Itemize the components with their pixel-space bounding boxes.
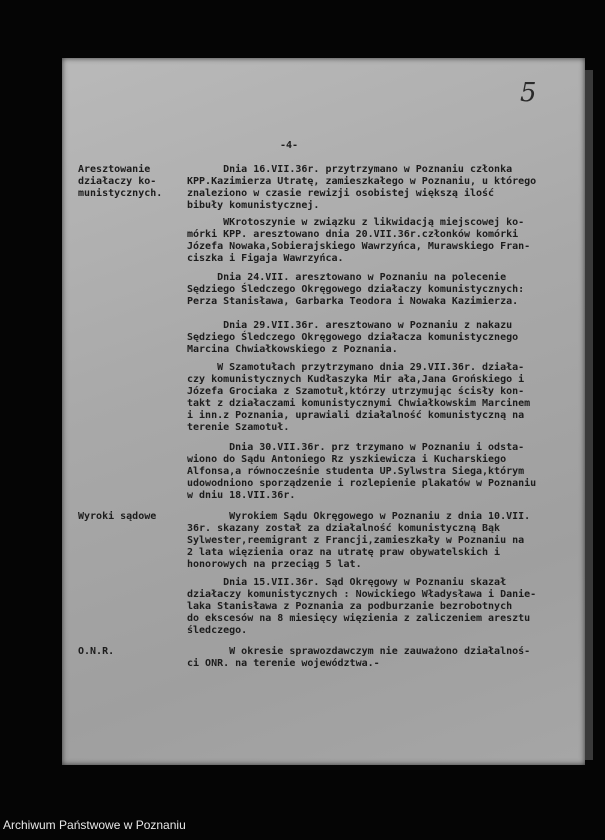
section-label <box>78 511 156 523</box>
text-line: Józefa Grociaka z Szamotuł,którzy utrzymując ścisły kon- <box>187 386 525 397</box>
archive-footer: Archiwum Państwowe w Poznaniu <box>3 818 186 832</box>
text-line: 36r. skazany został za działalność komunistyczną Bąk <box>187 523 501 534</box>
text-line: czy komunistycznych Kudłaszyka Mir ała,Jana Grońskiego i <box>187 374 525 385</box>
section-label <box>78 164 162 200</box>
text-line: mórki KPP. aresztowano dnia 20.VII.36r.członków komórki <box>187 229 519 240</box>
text-line: W okresie sprawozdawczym nie zauważono działalnoś- <box>187 646 531 657</box>
text-line: W Szamotułach przytrzymano dnia 29.VII.36r. działa- <box>187 362 525 373</box>
text-line: znaleziono w czasie rewizji osobistej większą ilość <box>187 188 495 199</box>
text-line: Dnia 15.VII.36r. Sąd Okręgowy w Poznaniu skazał <box>187 577 507 588</box>
text-line: w dniu 18.VII.36r. <box>187 490 296 501</box>
text-line: Perza Stanisława, Garbarka Teodora i Nowaka Kazimierza. <box>187 296 519 307</box>
text-line: śledczego. <box>187 625 248 636</box>
paragraph <box>187 320 518 356</box>
paragraph <box>187 511 530 571</box>
text-line: Dnia 30.VII.36r. prz trzymano w Poznaniu i odsta- <box>187 442 525 453</box>
text-line: i inn.z Poznania, uprawiali działalność komunistyczną na <box>187 410 525 421</box>
text-line: Wyrokiem Sądu Okręgowego w Poznaniu z dnia 10.VII. <box>187 511 531 522</box>
text-line: laka Stanisława z Poznania za podburzanie bezrobotnych <box>187 601 513 612</box>
text-line: ciszka i Figaja Wawrzyńca. <box>187 253 344 264</box>
paragraph <box>187 217 530 265</box>
text-line: Dnia 16.VII.36r. przytrzymano w Poznaniu członka <box>187 164 513 175</box>
text-line: działaczy komunistycznych : Nowickiego Władysława i Danie- <box>187 589 537 600</box>
label-line: munistycznych. <box>78 188 163 199</box>
text-line: wiono do Sądu Antoniego Rz yszkiewicza i Kucharskiego <box>187 454 507 465</box>
page-edge <box>585 70 593 760</box>
paragraph <box>187 272 524 308</box>
paragraph <box>187 164 536 212</box>
paragraph <box>187 362 530 434</box>
text-line: KPP.Kazimierza Utratę, zamieszkałego w Poznaniu, u którego <box>187 176 537 187</box>
text-line: WKrotoszynie w związku z likwidacją miejscowej ko- <box>187 217 525 228</box>
text-line: ci ONR. na terenie województwa.- <box>187 658 380 669</box>
text-line: bibuły komunistycznej. <box>187 200 320 211</box>
label-line: Wyroki sądowe <box>78 511 157 522</box>
text-line: Sędziego Śledczego Okręgowego działacza komunistycznego <box>187 332 519 343</box>
text-line: udowodniono sporządzenie i rozlepienie plakatów w Poznaniu <box>187 478 537 489</box>
text-line: Dnia 29.VII.36r. aresztowano w Poznaniu z nakazu <box>187 320 513 331</box>
text-line: honorowych na przeciąg 5 lat. <box>187 559 362 570</box>
text-line: terenie Szamotuł. <box>187 422 290 433</box>
text-line: Sylwester,reemigrant z Francji,zamieszkały w Poznaniu na <box>187 535 525 546</box>
handwritten-page-number: 5 <box>520 78 537 108</box>
text-line: 2 lata więzienia oraz na utratę praw obywatelskich i <box>187 547 501 558</box>
section-label <box>78 646 114 658</box>
text-line: Sędziego Śledczego Okręgowego działaczy komunistycznych: <box>187 284 525 295</box>
typed-page-number: -4- <box>280 140 299 151</box>
text-line: Józefa Nowaka,Sobierajskiego Wawrzyńca, Murawskiego Fran- <box>187 241 531 252</box>
paragraph <box>187 646 530 670</box>
text-line: takt z działaczami komunistycznymi Chwiałkowskim Marcinem <box>187 398 531 409</box>
label-line: działaczy ko- <box>78 176 157 187</box>
text-line: do ekscesów na 8 miesięcy więzienia z zaliczeniem aresztu <box>187 613 531 624</box>
text-line: Dnia 24.VII. aresztowano w Poznaniu na polecenie <box>187 272 507 283</box>
text-line: Alfonsa,a równocześnie studenta UP.Sylwstra Siega,którym <box>187 466 525 477</box>
paragraph <box>187 442 536 502</box>
label-line: Aresztowanie <box>78 164 151 175</box>
paragraph <box>187 577 536 637</box>
label-line: O.N.R. <box>78 646 115 657</box>
text-line: Marcina Chwiałkowskiego z Poznania. <box>187 344 398 355</box>
